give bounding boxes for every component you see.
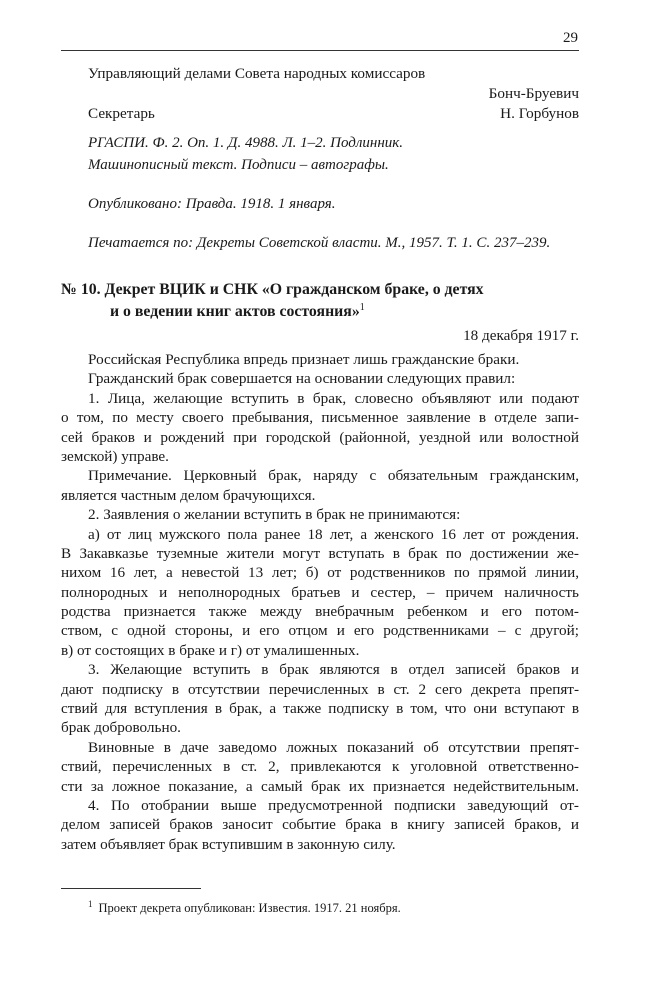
archive-note-line-1: РГАСПИ. Ф. 2. Оп. 1. Д. 4988. Л. 1–2. Подлинник. [88, 135, 404, 151]
page-number: 29 [563, 30, 578, 46]
body-line: 3. Желающие вступить в брак являются в отдел записей браков и [88, 661, 579, 679]
footnote-reference: 1 [359, 302, 365, 313]
footnote-rule [61, 888, 201, 889]
body-line: ствий для вступления в брак, а также подписку в том, что они вступают в [61, 700, 579, 718]
archive-note-line-2: Машинописный текст. Подписи – автографы. [88, 157, 389, 173]
body-line: В Закавказье туземные жители могут вступать в брак по достижении же- [61, 544, 579, 562]
body-line: Гражданский брак совершается на основании следующих правил: [88, 370, 516, 388]
body-line: является частным делом брачующихся. [61, 486, 316, 504]
body-line: а) от лиц мужского пола ранее 18 лет, а женского 16 лет от рождения. [88, 525, 579, 543]
header-rule [61, 50, 579, 51]
title-line-2-wrap [61, 301, 484, 323]
printed-from-note: Печатается по: Декреты Советской власти. М., 1957. Т. 1. С. 237–239. [88, 235, 551, 251]
body-line: делом записей браков заносит событие брака в книгу записей браков, и [61, 816, 579, 834]
body-line: нихом 16 лет, а невестой 13 лет; б) от родственников по прямой линии, [61, 564, 579, 582]
body-line: сти за ложное показание, а самый брак их признается недействительным. [61, 777, 579, 795]
document-title [61, 279, 484, 323]
signature-block [61, 64, 579, 124]
footnote-text: Проект декрета опубликован: Известия. 1917. 21 ноября. [98, 901, 401, 915]
signature-role: Управляющий делами Совета народных комиссаров [88, 65, 426, 82]
title-line-2: и о ведении книг актов состояния» [110, 303, 360, 320]
body-line: родства признается также между внебрачным ребенком и его потом- [61, 603, 579, 621]
document-date: 18 декабря 1917 г. [463, 327, 579, 344]
signature-row-1 [61, 64, 579, 84]
signature-row-3 [61, 104, 579, 124]
body-line: брак добровольно. [61, 719, 181, 737]
body-line: о том, по месту своего пребывания, письменное заявление в отделе запи- [61, 409, 579, 427]
body-line: затем объявляет брак вступившим в законную силу. [61, 835, 396, 853]
title-line-1: № 10. Декрет ВЦИК и СНК «О гражданском браке, о детях [61, 281, 484, 298]
signature-row-2 [61, 84, 579, 104]
signature-name: Бонч-Бруевич [488, 85, 579, 102]
body-line: в) от состоящих в браке и г) от умалишенных. [61, 641, 360, 659]
footnote-mark: 1 [88, 899, 93, 909]
body-line: ством, с одной стороны, и его отцом и его родственниками – с другой; [61, 622, 579, 640]
body-line: Виновные в даче заведомо ложных показаний об отсутствии препят- [88, 738, 579, 756]
body-line: земской) управе. [61, 447, 169, 465]
published-note: Опубликовано: Правда. 1918. 1 января. [88, 196, 336, 212]
decree-body [61, 350, 579, 854]
signature-role: Секретарь [88, 105, 155, 122]
body-line: 1. Лица, желающие вступить в брак, словесно объявляют или подают [88, 389, 579, 407]
footnote [88, 900, 401, 916]
signature-name: Н. Горбунов [500, 105, 579, 122]
body-line: ствий, перечисленных в ст. 2, привлекаются к уголовной ответственно- [61, 758, 579, 776]
body-line: Примечание. Церковный брак, наряду с обязательным гражданским, [88, 467, 579, 485]
body-line: 4. По отобрании выше предусмотренной подписки заведующий от- [88, 796, 579, 814]
body-line: сей браков и рождений при городской (районной, уездной или волостной [61, 428, 579, 446]
body-line: дают подписку в отсутствии перечисленных в ст. 2 сего декрета препят- [61, 680, 579, 698]
body-line: полнородных и неполнородных братьев и сестер, – причем наличность [61, 583, 579, 601]
body-line: Российская Республика впредь признает лишь гражданские браки. [88, 351, 520, 368]
body-line: 2. Заявления о желании вступить в брак не принимаются: [88, 506, 461, 524]
